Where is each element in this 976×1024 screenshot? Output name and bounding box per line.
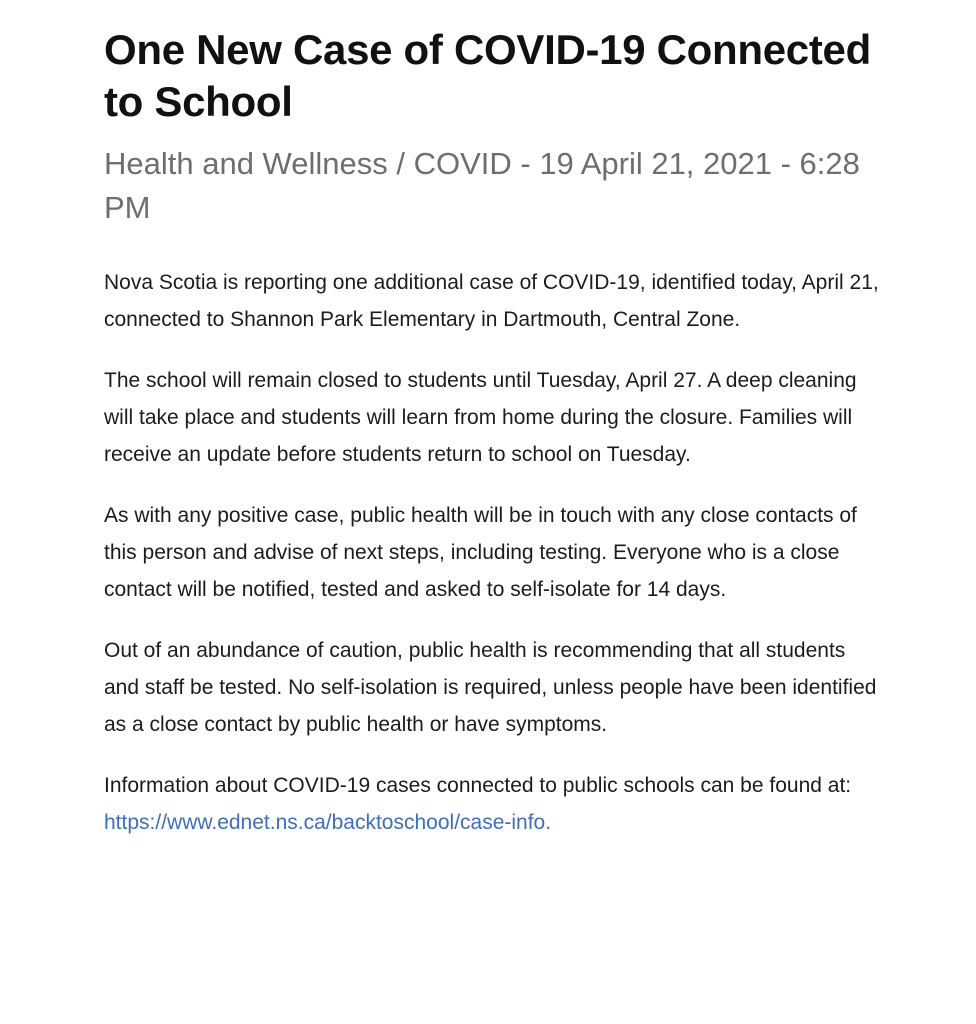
article-body [104,264,884,841]
paragraph-3: As with any positive case, public health will be in touch with any close contacts of this person and advise of next steps, including testing. Everyone who is a close contact will be notified, tested and asked to self-isolate for 14 days. [104,504,857,601]
case-info-link[interactable]: https://www.ednet.ns.ca/backtoschool/case-info. [104,811,552,834]
paragraph-2: The school will remain closed to students until Tuesday, April 27. A deep cleaning will take place and students will learn from home during the closure. Families will receive an update before students return to school on Tuesday. [104,369,857,466]
paragraph-1: Nova Scotia is reporting one additional case of COVID-19, identified today, April 21, connected to Shannon Park Elementary in Dartmouth, Central Zone. [104,271,879,331]
article-meta: Health and Wellness / COVID - 19 April 21, 2021 - 6:28 PM [104,146,860,225]
article-title: One New Case of COVID-19 Connected to School [104,26,871,125]
info-text: Information about COVID-19 cases connected to public schools can be found at: [104,774,852,797]
article [104,24,884,865]
paragraph-4: Out of an abundance of caution, public health is recommending that all students and staff be tested. No self-isolation is required, unless people have been identified as a close contact by public health or have symptoms. [104,639,877,736]
paragraph-info [104,767,884,841]
